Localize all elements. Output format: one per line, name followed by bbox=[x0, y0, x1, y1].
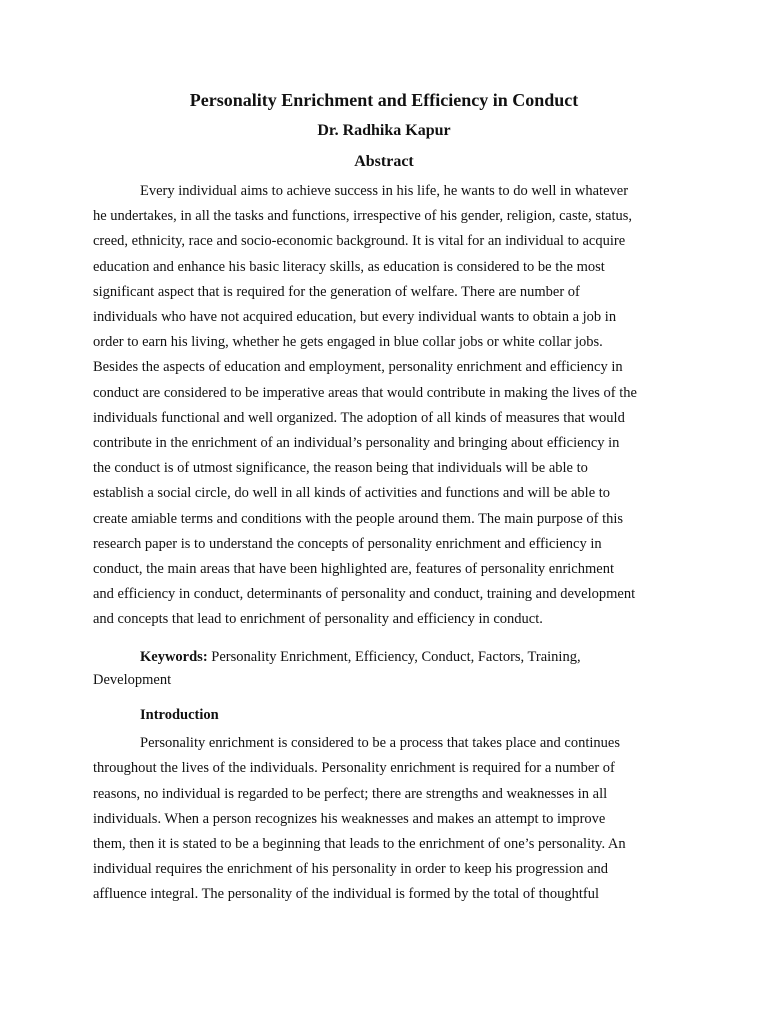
introduction-line: Personality enrichment is considered to be a process that takes place and continues bbox=[140, 735, 620, 751]
abstract-line: individuals functional and well organized. The adoption of all kinds of measures that would bbox=[93, 410, 625, 426]
introduction-line: throughout the lives of the individuals. Personality enrichment is required for a number of bbox=[93, 760, 615, 776]
paper-title: Personality Enrichment and Efficiency in Conduct bbox=[189, 90, 579, 110]
abstract-line: individuals who have not acquired education, but every individual wants to obtain a job in bbox=[93, 309, 617, 325]
keywords-line-continued: Development bbox=[93, 672, 172, 688]
abstract-line: and concepts that lead to enrichment of personality and efficiency in conduct. bbox=[93, 611, 543, 627]
abstract-line: order to earn his living, whether he gets engaged in blue collar jobs or white collar jobs. bbox=[93, 334, 603, 350]
abstract-line: and efficiency in conduct, determinants of personality and conduct, training and development bbox=[93, 586, 636, 602]
introduction-line: individual requires the enrichment of his personality in order to keep his progression and bbox=[93, 861, 609, 877]
abstract-line: contribute in the enrichment of an individual’s personality and bringing about efficiency in bbox=[93, 435, 620, 451]
abstract-line: research paper is to understand the concepts of personality enrichment and efficiency in bbox=[93, 536, 602, 552]
abstract-line: the conduct is of utmost significance, the reason being that individuals will be able to bbox=[93, 460, 588, 476]
introduction-line: affluence integral. The personality of the individual is formed by the total of thoughtful bbox=[93, 886, 600, 902]
abstract-line: significant aspect that is required for the generation of welfare. There are number of bbox=[93, 284, 580, 300]
paper-author: Dr. Radhika Kapur bbox=[317, 122, 451, 139]
abstract-line: creed, ethnicity, race and socio-economic background. It is vital for an individual to acquire bbox=[93, 233, 626, 249]
introduction-line: them, then it is stated to be a beginning that leads to the enrichment of one’s personality. An bbox=[93, 836, 626, 852]
keywords-label: Keywords: bbox=[140, 649, 208, 665]
keywords-line bbox=[140, 648, 730, 666]
introduction-line: reasons, no individual is regarded to be perfect; there are strengths and weaknesses in all bbox=[93, 786, 608, 802]
introduction-heading: Introduction bbox=[140, 707, 219, 723]
abstract-line: create amiable terms and conditions with the people around them. The main purpose of this bbox=[93, 511, 624, 527]
abstract-line: education and enhance his basic literacy skills, as education is considered to be the most bbox=[93, 259, 605, 275]
introduction-line: individuals. When a person recognizes his weaknesses and makes an attempt to improve bbox=[93, 811, 606, 827]
abstract-line: Besides the aspects of education and employment, personality enrichment and efficiency in bbox=[93, 359, 623, 375]
abstract-heading: Abstract bbox=[354, 153, 414, 170]
keywords-list: Personality Enrichment, Efficiency, Conduct, Factors, Training, bbox=[207, 649, 581, 665]
abstract-line: he undertakes, in all the tasks and functions, irrespective of his gender, religion, caste, status, bbox=[93, 208, 632, 224]
abstract-line: establish a social circle, do well in all kinds of activities and functions and will be able to bbox=[93, 485, 611, 501]
abstract-line: conduct are considered to be imperative areas that would contribute in making the lives of the bbox=[93, 385, 637, 401]
abstract-line: conduct, the main areas that have been highlighted are, features of personality enrichment bbox=[93, 561, 614, 577]
abstract-line: Every individual aims to achieve success in his life, he wants to do well in whatever bbox=[140, 183, 629, 199]
